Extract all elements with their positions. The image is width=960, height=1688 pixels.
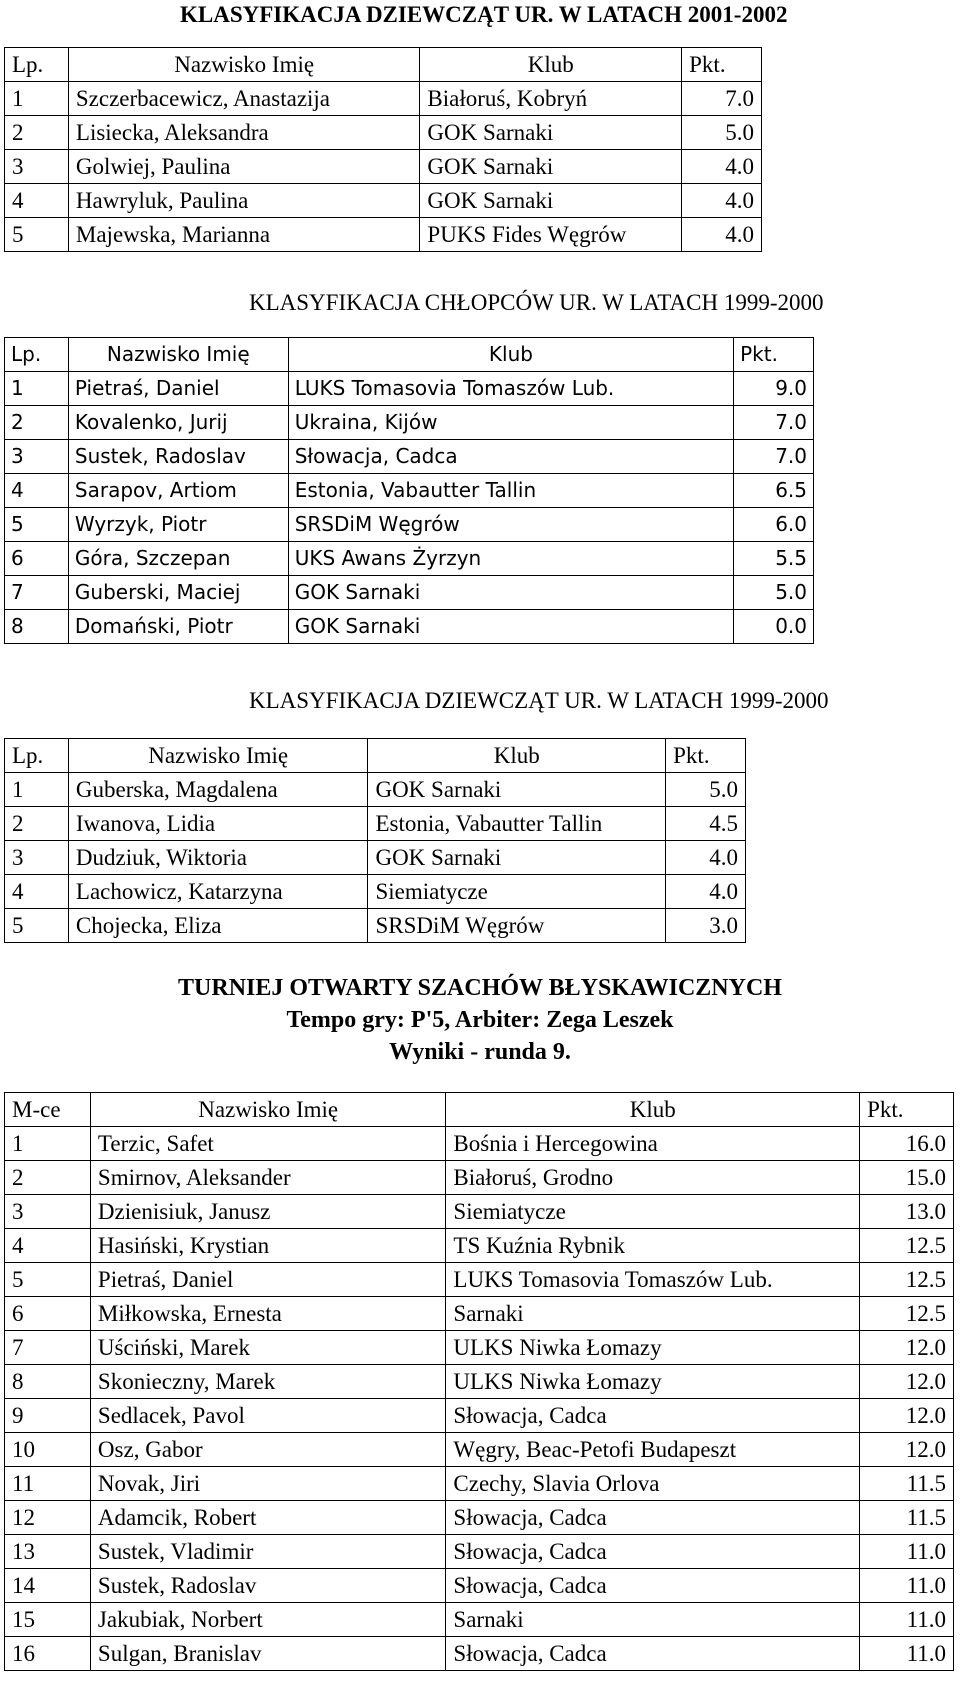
table-row xyxy=(5,610,814,644)
club-cell: Białoruś, Grodno xyxy=(446,1161,860,1195)
table-row xyxy=(5,1399,954,1433)
points-cell: 12.5 xyxy=(860,1229,954,1263)
player-name-cell: Jakubiak, Norbert xyxy=(90,1603,445,1637)
table-header-row xyxy=(5,1093,954,1127)
points-cell: 13.0 xyxy=(860,1195,954,1229)
rank-cell: 4 xyxy=(5,184,69,218)
player-name-cell: Miłkowska, Ernesta xyxy=(90,1297,445,1331)
player-name-cell: Lisiecka, Aleksandra xyxy=(68,116,420,150)
col-header-points: Pkt. xyxy=(682,48,762,82)
table-header-row xyxy=(5,739,746,773)
rank-cell: 4 xyxy=(5,474,69,508)
club-cell: GOK Sarnaki xyxy=(368,773,666,807)
club-cell: Sarnaki xyxy=(446,1603,860,1637)
points-cell: 4.0 xyxy=(666,841,746,875)
rank-cell: 5 xyxy=(5,508,69,542)
rank-cell: 4 xyxy=(5,1229,91,1263)
points-cell: 4.0 xyxy=(682,150,762,184)
rank-cell: 5 xyxy=(5,218,69,252)
rank-cell: 1 xyxy=(5,1127,91,1161)
rank-cell: 4 xyxy=(5,875,69,909)
table-header-row xyxy=(5,48,762,82)
points-cell: 11.5 xyxy=(860,1467,954,1501)
rank-cell: 1 xyxy=(5,372,69,406)
section-title-boys-1999: KLASYFIKACJA CHŁOPCÓW UR. W LATACH 1999-2000 xyxy=(249,290,824,315)
table-row xyxy=(5,875,746,909)
points-cell: 4.0 xyxy=(666,875,746,909)
table-row xyxy=(5,1331,954,1365)
table-row xyxy=(5,184,762,218)
points-cell: 12.0 xyxy=(860,1331,954,1365)
player-name-cell: Sarapov, Artiom xyxy=(68,474,288,508)
rank-cell: 9 xyxy=(5,1399,91,1433)
table-row xyxy=(5,807,746,841)
player-name-cell: Wyrzyk, Piotr xyxy=(68,508,288,542)
points-cell: 11.0 xyxy=(860,1637,954,1671)
club-cell: LUKS Tomasovia Tomaszów Lub. xyxy=(446,1263,860,1297)
points-cell: 16.0 xyxy=(860,1127,954,1161)
club-cell: GOK Sarnaki xyxy=(420,150,682,184)
points-cell: 11.0 xyxy=(860,1569,954,1603)
club-cell: Sarnaki xyxy=(446,1297,860,1331)
table-row xyxy=(5,150,762,184)
table-row xyxy=(5,1535,954,1569)
player-name-cell: Lachowicz, Katarzyna xyxy=(68,875,368,909)
table-row xyxy=(5,218,762,252)
player-name-cell: Skonieczny, Marek xyxy=(90,1365,445,1399)
club-cell: Słowacja, Cadca xyxy=(288,440,733,474)
tournament-subtitle: Tempo gry: P'5, Arbiter: Zega Leszek xyxy=(286,1007,674,1033)
tournament-round: Wyniki - runda 9. xyxy=(389,1039,571,1065)
player-name-cell: Adamcik, Robert xyxy=(90,1501,445,1535)
points-cell: 12.5 xyxy=(860,1297,954,1331)
rank-cell: 3 xyxy=(5,1195,91,1229)
points-cell: 4.0 xyxy=(682,184,762,218)
table-row xyxy=(5,1127,954,1161)
table-row xyxy=(5,576,814,610)
table-row xyxy=(5,542,814,576)
points-cell: 11.5 xyxy=(860,1501,954,1535)
col-header-name: Nazwisko Imię xyxy=(90,1093,445,1127)
results-table-boys-1999 xyxy=(4,337,814,644)
points-cell: 4.0 xyxy=(682,218,762,252)
section-title-girls-1999: KLASYFIKACJA DZIEWCZĄT UR. W LATACH 1999-2000 xyxy=(249,688,829,713)
club-cell: Estonia, Vabautter Tallin xyxy=(368,807,666,841)
col-header-name: Nazwisko Imię xyxy=(68,739,368,773)
rank-cell: 16 xyxy=(5,1637,91,1671)
table-row xyxy=(5,1229,954,1263)
player-name-cell: Sustek, Radoslav xyxy=(90,1569,445,1603)
club-cell: Słowacja, Cadca xyxy=(446,1637,860,1671)
points-cell: 5.5 xyxy=(734,542,814,576)
table-row xyxy=(5,1569,954,1603)
player-name-cell: Kovalenko, Jurij xyxy=(68,406,288,440)
player-name-cell: Uściński, Marek xyxy=(90,1331,445,1365)
results-table-girls-1999 xyxy=(4,738,746,943)
player-name-cell: Sustek, Radoslav xyxy=(68,440,288,474)
points-cell: 7.0 xyxy=(682,82,762,116)
rank-cell: 12 xyxy=(5,1501,91,1535)
player-name-cell: Golwiej, Paulina xyxy=(68,150,420,184)
table-row xyxy=(5,909,746,943)
section-title-girls-2001: KLASYFIKACJA DZIEWCZĄT UR. W LATACH 2001-2002 xyxy=(180,2,788,27)
table-row xyxy=(5,1297,954,1331)
club-cell: SRSDiM Węgrów xyxy=(368,909,666,943)
tournament-header xyxy=(0,972,960,1068)
table-row xyxy=(5,1467,954,1501)
col-header-points: Pkt. xyxy=(734,338,814,372)
club-cell: GOK Sarnaki xyxy=(420,184,682,218)
table-row xyxy=(5,1365,954,1399)
club-cell: UKS Awans Żyrzyn xyxy=(288,542,733,576)
club-cell: Słowacja, Cadca xyxy=(446,1399,860,1433)
table-header-row xyxy=(5,338,814,372)
rank-cell: 2 xyxy=(5,116,69,150)
col-header-rank: M-ce xyxy=(5,1093,91,1127)
player-name-cell: Osz, Gabor xyxy=(90,1433,445,1467)
col-header-rank: Lp. xyxy=(5,338,69,372)
points-cell: 7.0 xyxy=(734,440,814,474)
table-row xyxy=(5,1433,954,1467)
club-cell: Estonia, Vabautter Tallin xyxy=(288,474,733,508)
club-cell: ULKS Niwka Łomazy xyxy=(446,1331,860,1365)
club-cell: Czechy, Slavia Orlova xyxy=(446,1467,860,1501)
rank-cell: 14 xyxy=(5,1569,91,1603)
player-name-cell: Dzienisiuk, Janusz xyxy=(90,1195,445,1229)
club-cell: Węgry, Beac-Petofi Budapeszt xyxy=(446,1433,860,1467)
rank-cell: 1 xyxy=(5,773,69,807)
player-name-cell: Hasiński, Krystian xyxy=(90,1229,445,1263)
player-name-cell: Domański, Piotr xyxy=(68,610,288,644)
col-header-points: Pkt. xyxy=(860,1093,954,1127)
player-name-cell: Sedlacek, Pavol xyxy=(90,1399,445,1433)
table-row xyxy=(5,1161,954,1195)
table-row xyxy=(5,773,746,807)
rank-cell: 3 xyxy=(5,150,69,184)
table-row xyxy=(5,474,814,508)
points-cell: 4.5 xyxy=(666,807,746,841)
player-name-cell: Smirnov, Aleksander xyxy=(90,1161,445,1195)
points-cell: 0.0 xyxy=(734,610,814,644)
club-cell: Ukraina, Kijów xyxy=(288,406,733,440)
points-cell: 11.0 xyxy=(860,1603,954,1637)
club-cell: GOK Sarnaki xyxy=(420,116,682,150)
table-row xyxy=(5,372,814,406)
col-header-club: Klub xyxy=(288,338,733,372)
rank-cell: 8 xyxy=(5,1365,91,1399)
rank-cell: 15 xyxy=(5,1603,91,1637)
player-name-cell: Chojecka, Eliza xyxy=(68,909,368,943)
table-row xyxy=(5,116,762,150)
club-cell: Słowacja, Cadca xyxy=(446,1501,860,1535)
player-name-cell: Guberska, Magdalena xyxy=(68,773,368,807)
table-row xyxy=(5,1263,954,1297)
col-header-name: Nazwisko Imię xyxy=(68,338,288,372)
tournament-title: TURNIEJ OTWARTY SZACHÓW BŁYSKAWICZNYCH xyxy=(178,975,782,1001)
club-cell: Białoruś, Kobryń xyxy=(420,82,682,116)
rank-cell: 13 xyxy=(5,1535,91,1569)
table-row xyxy=(5,1501,954,1535)
club-cell: Bośnia i Hercegowina xyxy=(446,1127,860,1161)
points-cell: 12.0 xyxy=(860,1365,954,1399)
rank-cell: 8 xyxy=(5,610,69,644)
club-cell: TS Kuźnia Rybnik xyxy=(446,1229,860,1263)
rank-cell: 1 xyxy=(5,82,69,116)
points-cell: 11.0 xyxy=(860,1535,954,1569)
club-cell: GOK Sarnaki xyxy=(368,841,666,875)
club-cell: Siemiatycze xyxy=(446,1195,860,1229)
player-name-cell: Pietraś, Daniel xyxy=(90,1263,445,1297)
table-row xyxy=(5,1637,954,1671)
points-cell: 12.5 xyxy=(860,1263,954,1297)
table-row xyxy=(5,440,814,474)
club-cell: GOK Sarnaki xyxy=(288,576,733,610)
club-cell: Siemiatycze xyxy=(368,875,666,909)
table-row xyxy=(5,508,814,542)
points-cell: 5.0 xyxy=(666,773,746,807)
col-header-club: Klub xyxy=(368,739,666,773)
col-header-rank: Lp. xyxy=(5,48,69,82)
rank-cell: 2 xyxy=(5,406,69,440)
club-cell: Słowacja, Cadca xyxy=(446,1569,860,1603)
player-name-cell: Dudziuk, Wiktoria xyxy=(68,841,368,875)
points-cell: 12.0 xyxy=(860,1433,954,1467)
player-name-cell: Sulgan, Branislav xyxy=(90,1637,445,1671)
table-row xyxy=(5,406,814,440)
points-cell: 7.0 xyxy=(734,406,814,440)
rank-cell: 2 xyxy=(5,1161,91,1195)
points-cell: 5.0 xyxy=(734,576,814,610)
club-cell: PUKS Fides Węgrów xyxy=(420,218,682,252)
rank-cell: 3 xyxy=(5,841,69,875)
club-cell: LUKS Tomasovia Tomaszów Lub. xyxy=(288,372,733,406)
rank-cell: 10 xyxy=(5,1433,91,1467)
player-name-cell: Novak, Jiri xyxy=(90,1467,445,1501)
table-row xyxy=(5,1603,954,1637)
points-cell: 12.0 xyxy=(860,1399,954,1433)
points-cell: 5.0 xyxy=(682,116,762,150)
player-name-cell: Iwanova, Lidia xyxy=(68,807,368,841)
points-cell: 6.0 xyxy=(734,508,814,542)
col-header-name: Nazwisko Imię xyxy=(68,48,420,82)
col-header-rank: Lp. xyxy=(5,739,69,773)
col-header-club: Klub xyxy=(446,1093,860,1127)
rank-cell: 3 xyxy=(5,440,69,474)
table-row xyxy=(5,1195,954,1229)
col-header-club: Klub xyxy=(420,48,682,82)
rank-cell: 7 xyxy=(5,576,69,610)
rank-cell: 7 xyxy=(5,1331,91,1365)
club-cell: ULKS Niwka Łomazy xyxy=(446,1365,860,1399)
rank-cell: 5 xyxy=(5,1263,91,1297)
table-row xyxy=(5,841,746,875)
player-name-cell: Pietraś, Daniel xyxy=(68,372,288,406)
player-name-cell: Szczerbacewicz, Anastazija xyxy=(68,82,420,116)
player-name-cell: Sustek, Vladimir xyxy=(90,1535,445,1569)
rank-cell: 2 xyxy=(5,807,69,841)
points-cell: 9.0 xyxy=(734,372,814,406)
player-name-cell: Terzic, Safet xyxy=(90,1127,445,1161)
table-row xyxy=(5,82,762,116)
rank-cell: 5 xyxy=(5,909,69,943)
results-table-girls-2001 xyxy=(4,47,762,252)
points-cell: 15.0 xyxy=(860,1161,954,1195)
rank-cell: 6 xyxy=(5,542,69,576)
col-header-points: Pkt. xyxy=(666,739,746,773)
points-cell: 3.0 xyxy=(666,909,746,943)
club-cell: GOK Sarnaki xyxy=(288,610,733,644)
club-cell: SRSDiM Węgrów xyxy=(288,508,733,542)
club-cell: Słowacja, Cadca xyxy=(446,1535,860,1569)
points-cell: 6.5 xyxy=(734,474,814,508)
results-table-tournament xyxy=(4,1092,954,1671)
player-name-cell: Majewska, Marianna xyxy=(68,218,420,252)
player-name-cell: Guberski, Maciej xyxy=(68,576,288,610)
rank-cell: 11 xyxy=(5,1467,91,1501)
player-name-cell: Góra, Szczepan xyxy=(68,542,288,576)
player-name-cell: Hawryluk, Paulina xyxy=(68,184,420,218)
rank-cell: 6 xyxy=(5,1297,91,1331)
